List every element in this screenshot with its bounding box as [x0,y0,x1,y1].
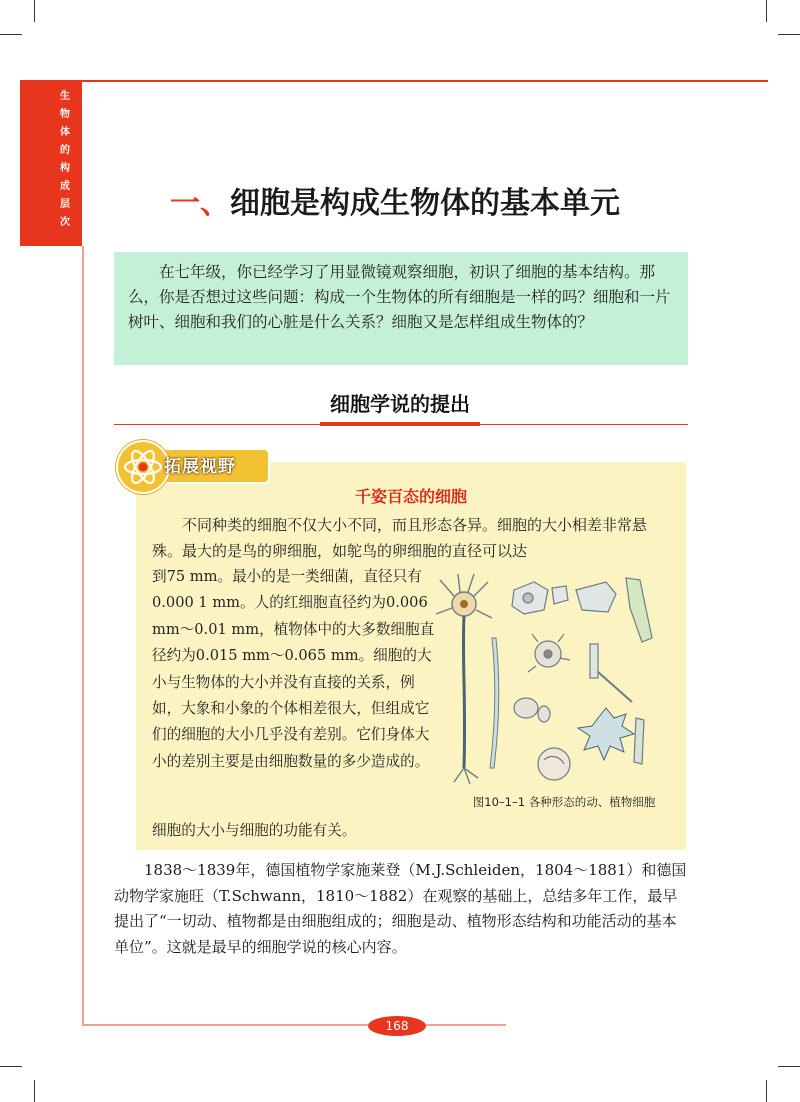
figure-caption: 图10–1–1 各种形态的动、植物细胞 [472,795,656,809]
plant-cell-illustration [576,578,652,642]
extension-title: 千姿百态的细胞 [354,487,467,506]
page-title-text: 细胞是构成生物体的基本单元 [230,186,620,221]
crop-mark [0,1066,22,1067]
section-rule-accent [320,422,480,426]
extension-badge [116,440,276,490]
top-rule [82,80,768,82]
intro-box [114,252,688,365]
crop-mark [34,0,35,22]
stellate-cell-illustration [578,708,634,760]
blood-cell-illustration [514,634,632,722]
section-heading: 细胞学说的提出 [330,392,470,416]
nerve-cell-illustration [436,574,492,784]
epithelial-cell-illustration [512,582,568,614]
side-tab-char: 构 [60,163,70,174]
side-tab-char: 物 [60,109,70,120]
cell-shapes-figure [430,568,678,790]
side-tab-char: 次 [60,217,70,228]
extension-paragraph: 到75 mm。最小的是一类细菌，直径只有0.000 1 mm。人的红细胞直径约为0.006 mm～0.01 mm，植物体中的大多数细胞直径约为0.015 mm～0.065 mm。细胞的大小与生物体的大小并没有直接的关系，例如，大象和小象的个体相差很大，但组成它们的细胞的大小几乎没有差别。它们身体大小的差别主要是由细胞数量的多少造成的。 [152,568,435,770]
body-paragraph: 1838～1839年，德国植物学家施莱登（M.J.Schleiden，1804～1881）和德国动物学家施旺（T.Schwann，1810～1882）在观察的基础上，总结多年工作，最早提出了“一切动、植物都是由细胞组成的；细胞是动、植物形态结构和功能活动的基本单位”。这就是最早的细胞学说的核心内容。 [114,861,687,956]
crop-mark [778,1066,800,1067]
badge-label: 拓展视野 [164,457,236,477]
crop-mark [766,0,767,22]
crop-mark [778,34,800,35]
intro-text: 在七年级，你已经学习了用显微镜观察细胞，初识了细胞的基本结构。那么，你是否想过这些问题：构成一个生物体的所有细胞是一样的吗？细胞和一片树叶、细胞和我们的心脏是什么关系？细胞又是怎样组成生物体的？ [128,263,671,331]
page-title [170,178,690,222]
crop-mark [766,1080,767,1102]
chapter-side-tab-text [58,88,72,232]
page-title-prefix: 一、 [170,186,230,221]
bottom-rule [426,1024,506,1026]
side-tab-char: 成 [60,181,70,192]
side-tab-char: 体 [60,127,70,138]
side-tab-char: 生 [60,91,70,102]
page-number: 168 [368,1016,426,1036]
extension-paragraph: 不同种类的细胞不仅大小不同，而且形态各异。细胞的大小相差非常悬殊。最大的是鸟的卵细胞，如鸵鸟的卵细胞的直径可以达 [152,516,648,560]
crop-mark [0,34,22,35]
bottom-rule [82,1024,368,1026]
extension-paragraph: 细胞的大小与细胞的功能有关。 [152,822,357,839]
muscle-cell-illustration [490,638,499,768]
side-tab-char: 层 [60,199,70,210]
crop-mark [34,1080,35,1102]
side-tab-char: 的 [60,145,70,156]
chapter-side-tab [20,80,82,246]
left-rule [82,246,84,1024]
